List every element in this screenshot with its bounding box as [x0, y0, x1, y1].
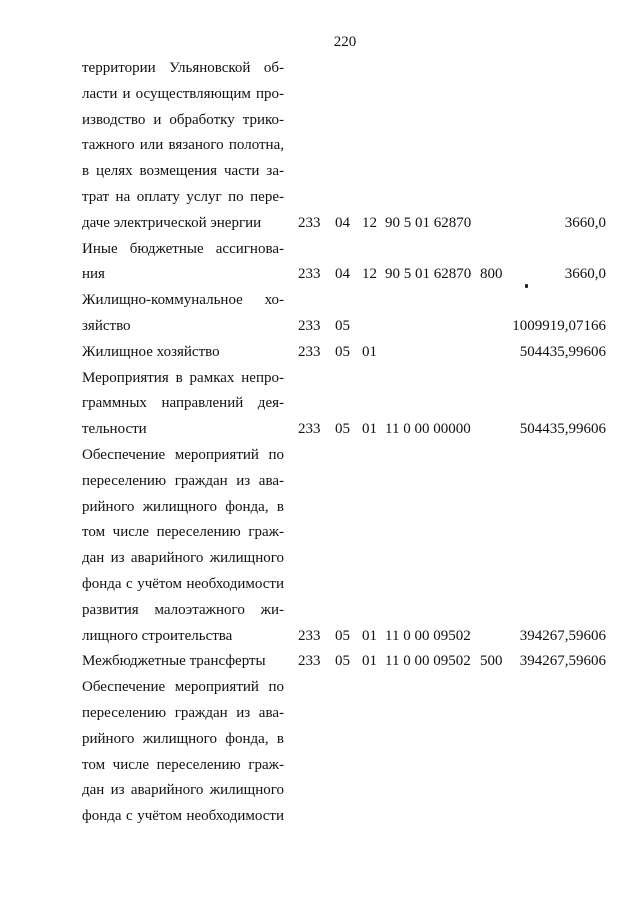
item-name-line: рийного жилищного фонда, в [82, 498, 284, 515]
section-code: 04 [335, 266, 350, 283]
table-row [0, 752, 640, 778]
item-name-line: зяйство [82, 318, 131, 334]
item-name-line: ласти и осуществляющим про- [82, 85, 284, 102]
table-row [0, 623, 640, 649]
target-article-code: 90 5 01 62870 [385, 214, 472, 231]
target-article-code: 11 0 00 00000 [385, 421, 471, 438]
table-row [0, 442, 640, 468]
item-name-line: лищного строительства [82, 627, 233, 644]
item-name-line: ния [82, 266, 105, 283]
amount-value: 394267,59606 [519, 627, 606, 644]
table-row [0, 158, 640, 184]
table-row [0, 494, 640, 520]
item-name-line: тельности [82, 421, 147, 438]
subsection-code: 01 [362, 421, 377, 438]
admin-code: 233 [298, 627, 321, 644]
subsection-code: 12 [362, 214, 377, 231]
item-name-line: Межбюджетные трансферты [82, 653, 266, 670]
item-name-line: в целях возмещения части за- [82, 163, 284, 180]
item-name-line: рийного жилищного фонда, в [82, 730, 284, 747]
table-row [0, 700, 640, 726]
section-code: 05 [335, 627, 350, 644]
section-code: 05 [335, 653, 350, 670]
item-name-line: изводство и обработку трико- [82, 111, 284, 128]
table-row [0, 81, 640, 107]
subsection-code: 12 [362, 266, 377, 283]
item-name-line: тажного или вязаного полотна, [82, 137, 284, 154]
target-article-code: 11 0 00 09502 [385, 653, 471, 670]
expense-type-code: 500 [480, 653, 503, 670]
subsection-code: 01 [362, 627, 377, 644]
amount-value: 504435,99606 [519, 343, 606, 360]
subsection-code: 01 [362, 343, 377, 360]
admin-code: 233 [298, 343, 321, 360]
expense-type-code: 800 [480, 266, 503, 283]
table-row [0, 236, 640, 262]
target-article-code: 90 5 01 62870 [385, 266, 472, 283]
table-row [0, 261, 640, 287]
item-name-line: Обеспечение мероприятий по [82, 447, 284, 463]
item-name-line: территории Ульяновской об- [82, 60, 284, 76]
amount-value: 1009919,07166 [512, 318, 606, 334]
section-code: 05 [335, 421, 350, 438]
amount-value: 3660,0 [564, 214, 606, 231]
admin-code: 233 [298, 266, 321, 283]
table-row [0, 132, 640, 158]
item-name-line: фонда с учётом необходимости [82, 576, 284, 592]
table-row [0, 55, 640, 81]
table-row [0, 390, 640, 416]
admin-code: 233 [298, 421, 321, 438]
table-row [0, 287, 640, 313]
table-row [0, 365, 640, 391]
table-row [0, 674, 640, 700]
admin-code: 233 [298, 653, 321, 670]
page-number: 220 [333, 34, 357, 50]
item-name-line: Обеспечение мероприятий по [82, 679, 284, 696]
table-row [0, 210, 640, 236]
admin-code: 233 [298, 318, 321, 334]
table-row [0, 777, 640, 803]
target-article-code: 11 0 00 09502 [385, 627, 471, 644]
table-row [0, 648, 640, 674]
table-row [0, 416, 640, 442]
item-name-line: фонда с учётом необходимости [82, 808, 284, 825]
item-name-line: дан из аварийного жилищного [82, 550, 284, 567]
section-code: 05 [335, 343, 350, 360]
item-name-line: том числе переселению граж- [82, 524, 284, 541]
amount-value: 394267,59606 [519, 653, 606, 670]
item-name-line: переселению граждан из ава- [82, 472, 284, 489]
section-code: 05 [335, 318, 350, 334]
amount-value: 3660,0 [564, 266, 606, 283]
table-row [0, 468, 640, 494]
table-row [0, 545, 640, 571]
table-row [0, 313, 640, 339]
table-row [0, 803, 640, 829]
item-name-line: дан из аварийного жилищного [82, 782, 284, 799]
item-name-line: трат на оплату услуг по пере- [82, 189, 284, 205]
table-row [0, 107, 640, 133]
table-row [0, 339, 640, 365]
scan-speck [525, 284, 528, 288]
table-row [0, 519, 640, 545]
item-name-line: даче электрической энергии [82, 214, 262, 231]
item-name-line: Жилищно-коммунальное хо- [82, 292, 284, 309]
section-code: 04 [335, 214, 350, 231]
item-name-line: Мероприятия в рамках непро- [82, 369, 284, 386]
item-name-line: граммных направлений дея- [82, 395, 284, 412]
item-name-line: том числе переселению граж- [82, 756, 284, 773]
table-row [0, 571, 640, 597]
table-row [0, 597, 640, 623]
amount-value: 504435,99606 [519, 421, 606, 438]
admin-code: 233 [298, 214, 321, 231]
item-name-line: развития малоэтажного жи- [82, 601, 284, 618]
table-row [0, 184, 640, 210]
subsection-code: 01 [362, 653, 377, 670]
item-name-line: Жилищное хозяйство [82, 343, 220, 360]
table-row [0, 726, 640, 752]
item-name-line: переселению граждан из ава- [82, 705, 284, 721]
item-name-line: Иные бюджетные ассигнова- [82, 240, 284, 257]
